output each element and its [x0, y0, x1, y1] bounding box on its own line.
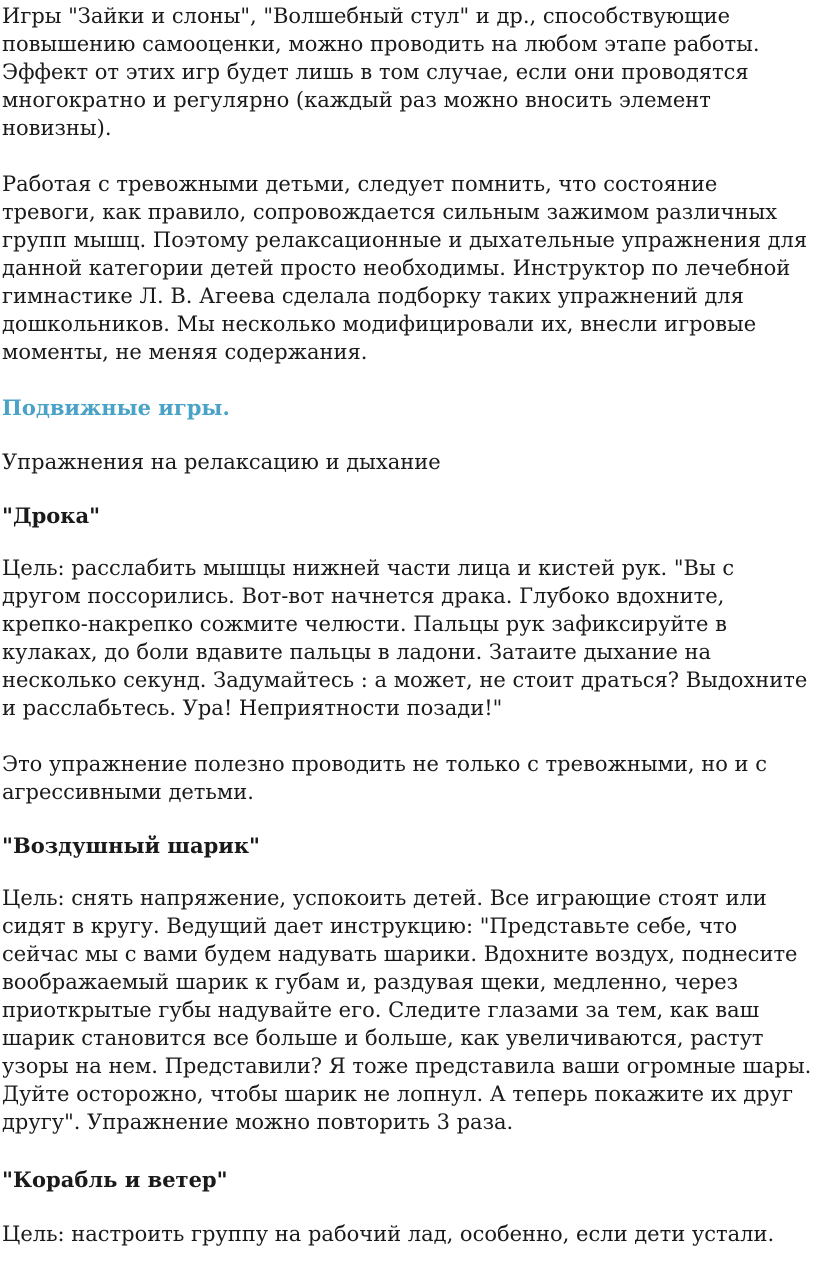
exercise-text-droka: Цель: расслабить мышцы нижней части лица и кистей рук. "Вы с другом поссорились. Вот-вот начнется драка. Глубоко вдохните, крепко-накрепко сожмите челюсти. Пальцы рук зафиксируйте в кулаках, до боли вдавите пальцы в ладони. Затаите дыхание на несколько секунд. Задумайтесь : а может, не стоит драться? Выдохните и расслабьтесь. Ура! Неприятности позади!"	[2, 556, 808, 720]
exercise-note-droka: Это упражнение полезно проводить не только с тревожными, но и с агрессивными детьми.	[2, 752, 767, 804]
exercise-text-balloon: Цель: снять напряжение, успокоить детей. Все играющие стоят или сидят в кругу. Ведущий дает инструкцию: "Представьте себе, что сейчас мы с вами будем надувать шарики. Вдохните воздух, поднесите воображаемый шарик к губам и, раздувая щеки, медленно, через приоткрытые губы надувайте его. Следите глазами за тем, как ваш шарик становится все больше и больше, как увеличиваются, растут узоры на нем. Представили? Я тоже представила ваши огромные шары. Дуйте осторожно, чтобы шарик не лопнул. А теперь покажите их друг другу". Упражнение можно повторить 3 раза.	[2, 886, 812, 1134]
exercise-title-droka: "Дрока"	[2, 503, 101, 528]
exercise-title-ship: "Корабль и ветер"	[2, 1167, 228, 1192]
exercise-title-balloon: "Воздушный шарик"	[2, 833, 260, 858]
exercise-text-ship: Цель: настроить группу на рабочий лад, особенно, если дети устали.	[2, 1222, 775, 1246]
intro-paragraph: Игры "Зайки и слоны", "Волшебный стул" и др., способствующие повышению самооценки, можно проводить на любом этапе работы. Эффект от этих игр будет лишь в том случае, если они проводятся многократно и регулярно (каждый раз можно вносить элемент новизны).	[2, 4, 760, 140]
section-subtitle: Упражнения на релаксацию и дыхание	[2, 450, 441, 474]
anxiety-paragraph: Работая с тревожными детьми, следует помнить, что состояние тревоги, как правило, сопровождается сильным зажимом различных групп мышц. Поэтому релаксационные и дыхательные упражнения для данной категории детей просто необходимы. Инструктор по лечебной гимнастике Л. В. Агеева сделала подборку таких упражнений для дошкольников. Мы несколько модифицировали их, внесли игровые моменты, не меняя содержания.	[2, 172, 808, 364]
section-heading: Подвижные игры.	[2, 395, 230, 420]
